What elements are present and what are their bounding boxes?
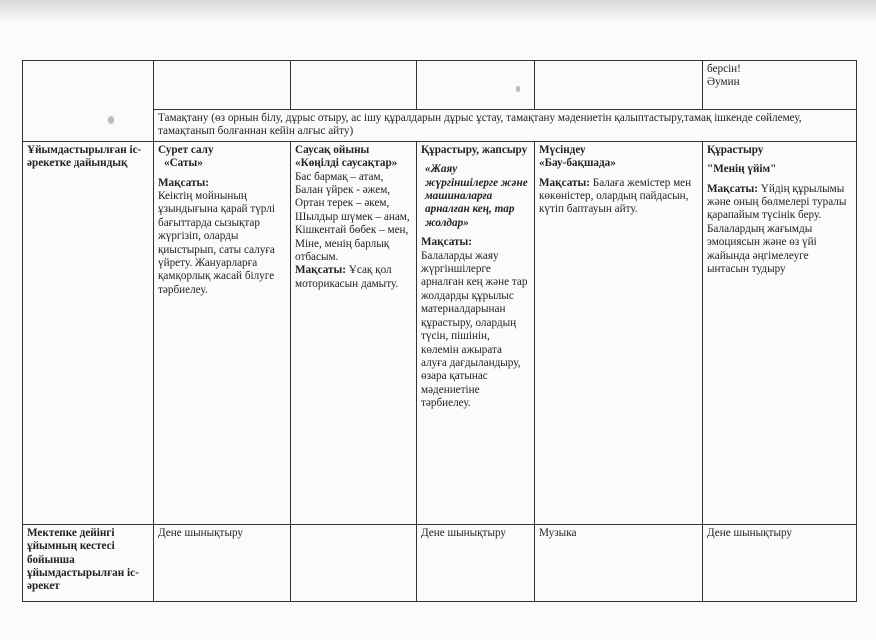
goal-label: Мақсаты:	[539, 176, 590, 189]
activity-title: Саусақ ойыны	[295, 143, 370, 156]
activity-my-home	[703, 141, 857, 524]
schedule-row-label: Мектепке дейінгі ұйымның кестесі бойынша ұйымдастырылған іс-әрекет	[23, 524, 154, 601]
activity-subtitle: «Саты»	[164, 157, 203, 170]
poem-line: Шылдыр шүмек – анам,	[295, 210, 410, 223]
schedule-cell: Дене шынықтыру	[417, 524, 535, 601]
poem-line: Балан үйрек - әжем,	[295, 184, 391, 197]
document-page	[22, 60, 858, 640]
goal-text: Балаға жемістер мен көкөністер, олардың пайдасын, күтіп баптауын айту.	[539, 176, 692, 216]
plan-table	[22, 60, 857, 602]
top-row	[23, 61, 857, 110]
activity-title: Құрастыру	[707, 143, 764, 156]
activity-subtitle: «Бау-бақшада»	[539, 157, 616, 170]
schedule-cell: Дене шынықтыру	[703, 524, 857, 601]
schedule-cell: Музыка	[535, 524, 703, 601]
top-cell	[535, 61, 703, 110]
goal-label: Мақсаты:	[295, 264, 346, 277]
schedule-row	[23, 524, 857, 601]
activity-subtitle: «Көңілді саусақтар»	[295, 157, 398, 170]
activity-subtitle: "Менің үйім"	[707, 163, 777, 176]
activity-title: Сурет салу	[158, 143, 214, 156]
top-label-cell	[23, 61, 154, 142]
top-cell-last	[703, 61, 857, 110]
top-cell	[417, 61, 535, 110]
goal-text: Балаларды жаяу жүргіншілерге арналған кең және тар жолдарды құрылыс материалдарынан құрастыру, олардың түсін, пішінін, көлемін ажырата алуға дағдыландыру, өзара қатынас мәдениетіне тәрбиелеу.	[421, 249, 528, 410]
activity-modeling	[535, 141, 703, 524]
activity-construction	[417, 141, 535, 524]
schedule-cell	[291, 524, 417, 601]
activity-title: Мүсіндеу	[539, 143, 586, 156]
activity-subtitle: «Жаяу жүргіншілерге және машиналарға арналған кең, тар жолдар»	[425, 163, 528, 229]
top-cell	[291, 61, 417, 110]
schedule-cell: Дене шынықтыру	[154, 524, 291, 601]
goal-text: Кеіктің мойнының ұзындығына қарай түрлі бағыттарда сызықтар жүргізіп, оларды қиыстырып, саты салуға үйрету. Жануарларға қамқорлық жасай білуге тәрбиелеу.	[158, 190, 275, 296]
activity-drawing	[154, 141, 291, 524]
prep-row-label: Ұйымдастырылған іс-әрекетке дайындық	[23, 141, 154, 524]
poem-line: Ортан терек – әкем,	[295, 197, 390, 210]
poem-line: Бас бармақ – атам,	[295, 170, 384, 183]
goal-text: Үйдің құрылымы және оның бөлмелері туралы қарапайым түсінік беру. Балалардың жағымды эмоциясын және өз үйі жайында әңгімелеуге ынтасын тудыру	[707, 182, 847, 276]
goal-text: Ұсақ қол моторикасын дамыту.	[295, 264, 399, 290]
goal-label: Мақсаты:	[707, 182, 758, 195]
activity-title: Құрастыру, жапсыру	[421, 143, 528, 156]
poem-line: Міне, менің барлық отбасым.	[295, 237, 390, 264]
top-cell	[154, 61, 291, 110]
top-line-1: берсін!	[707, 63, 741, 75]
meal-text: Тамақтану (өз орнын білу, дұрыс отыру, ас ішу құралдарын дұрыс ұстау, тамақтану мәдениетін қалыптастыру,тамақ ішкенде сөйлемеу, тамақтанып болғаннан кейін алғыс айту)	[154, 110, 857, 142]
goal-label: Мақсаты:	[421, 236, 472, 249]
goal-label: Мақсаты:	[158, 176, 209, 189]
poem-line: Кішкентай бөбек – мен,	[295, 224, 409, 237]
scan-shadow	[0, 0, 876, 22]
top-line-2: Әумин	[707, 76, 740, 89]
prep-row	[23, 141, 857, 524]
activity-finger-game	[291, 141, 417, 524]
